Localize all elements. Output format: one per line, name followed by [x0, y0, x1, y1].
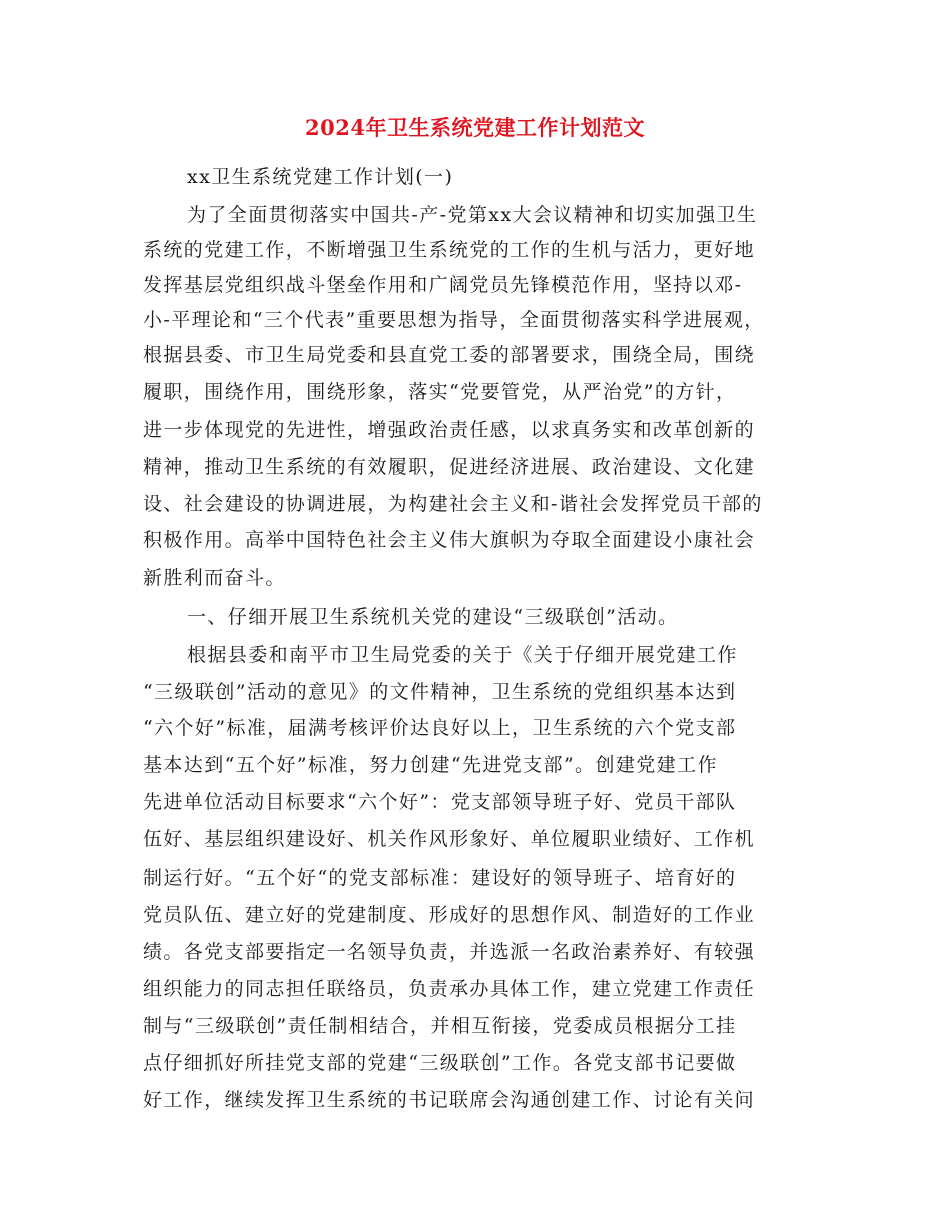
paragraph-line: 进一步体现党的先进性，增强政治责任感，以求真务实和改革创新的	[143, 419, 756, 441]
document-title: 2024年卫生系统党建工作计划范文	[305, 115, 645, 140]
paragraph-line: 设、社会建设的协调进展，为构建社会主义和-谐社会发挥党员干部的	[143, 493, 763, 515]
section-heading: 一、仔细开展卫生系统机关党的建设“三级联创”活动。	[187, 606, 679, 628]
paragraph-line: 点仔细抓好所挂党支部的党建“三级联创”工作。各党支部书记要做	[143, 1052, 737, 1074]
paragraph-line: 组织能力的同志担任联络员，负责承办具体工作，建立党建工作责任	[143, 978, 756, 1000]
paragraph-line: “六个好”标准，届满考核评价达良好以上，卫生系统的六个党支部	[143, 717, 737, 739]
paragraph-line: 精神，推动卫生系统的有效履职，促进经济进展、政治建设、文化建	[143, 456, 756, 478]
paragraph-line: 党员队伍、建立好的党建制度、形成好的思想作风、制造好的工作业	[143, 904, 756, 926]
paragraph-line: 根据县委和南平市卫生局党委的关于《关于仔细开展党建工作	[187, 644, 738, 666]
paragraph-line: 履职，围绕作用，围绕形象，落实“党要管党，从严治党”的方针，	[143, 381, 737, 403]
paragraph-line: 为了全面贯彻落实中国共-产-党第xx大会议精神和切实加强卫生	[187, 204, 758, 226]
section-heading: xx卫生系统党建工作计划(一)	[187, 166, 454, 188]
paragraph-line: 制运行好。“五个好“的党支部标准：建设好的领导班子、培育好的	[143, 867, 737, 889]
paragraph-line: 先进单位活动目标要求“六个好”：党支部领导班子好、党员干部队	[143, 791, 737, 813]
paragraph-line: 积极作用。高举中国特色社会主义伟大旗帜为夺取全面建设小康社会	[143, 529, 756, 551]
paragraph-line: 小-平理论和“三个代表”重要思想为指导，全面贯彻落实科学进展观，	[143, 309, 765, 331]
paragraph-line: 制与“三级联创”责任制相结合，并相互衔接，党委成员根据分工挂	[143, 1015, 737, 1037]
paragraph-line: 伍好、基层组织建设好、机关作风形象好、单位履职业绩好、工作机	[143, 828, 756, 850]
paragraph-line: 系统的党建工作，不断增强卫生系统党的工作的生机与活力，更好地	[143, 239, 756, 261]
paragraph-line: 基本达到“五个好”标准，努力创建“先进党支部”。创建党建工作	[143, 754, 718, 776]
paragraph-line: 新胜利而奋斗。	[143, 567, 286, 589]
paragraph-line: 根据县委、市卫生局党委和县直党工委的部署要求，围绕全局，围绕	[143, 344, 756, 366]
paragraph-line: 绩。各党支部要指定一名领导负责，并选派一名政治素养好、有较强	[143, 941, 756, 963]
paragraph-line: 好工作，继续发挥卫生系统的书记联席会沟通创建工作、讨论有关问	[143, 1089, 756, 1111]
paragraph-line: 发挥基层党组织战斗堡垒作用和广阔党员先锋模范作用，坚持以邓-	[143, 274, 743, 296]
paragraph-line: “三级联创”活动的意见》的文件精神，卫生系统的党组织基本达到	[143, 681, 737, 703]
